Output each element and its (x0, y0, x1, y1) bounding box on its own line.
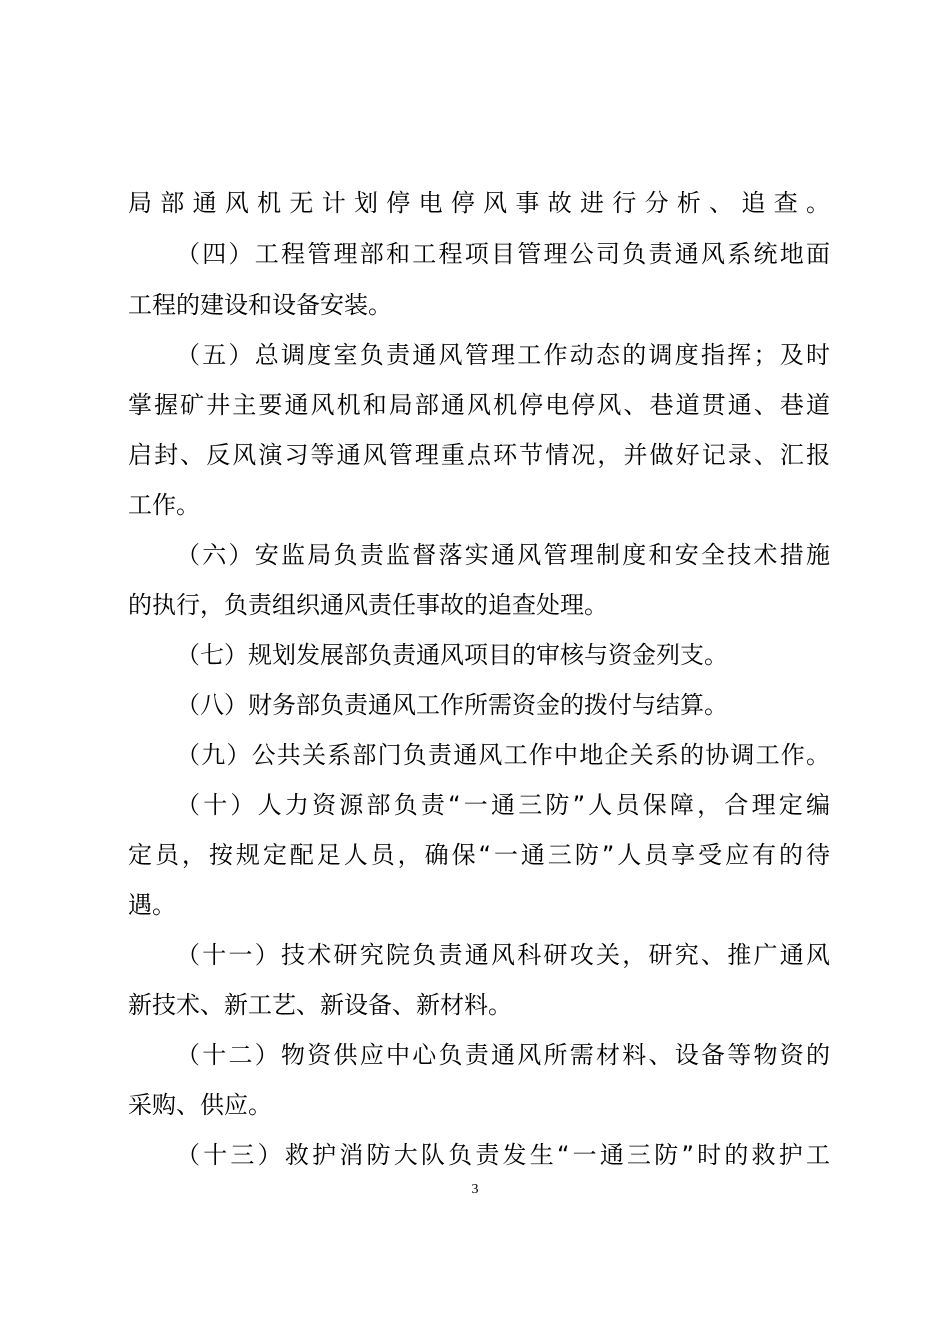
page-number: 3 (471, 1182, 479, 1197)
text-line: （九）公共关系部门负责通风工作中地企关系的协调工作。 (176, 741, 830, 769)
text-line: （十三）救护消防大队负责发生“一通三防”时的救护工 (176, 1141, 830, 1169)
text-line: （五）总调度室负责通风管理工作动态的调度指挥；及时 (176, 341, 830, 369)
text-line: （六）安监局负责监督落实通风管理制度和安全技术措施 (176, 541, 830, 569)
text-line: （十二）物资供应中心负责通风所需材料、设备等物资的 (176, 1041, 830, 1069)
text-line: （十）人力资源部负责“一通三防”人员保障，合理定编 (176, 791, 830, 819)
text-line: （十一）技术研究院负责通风科研攻关，研究、推广通风 (176, 941, 830, 969)
text-line: 定员，按规定配足人员，确保“一通三防”人员享受应有的待 (128, 841, 830, 869)
text-line: 局部通风机无计划停电停风事故进行分析、追查。 (128, 189, 830, 217)
text-line: 的执行，负责组织通风责任事故的追查处理。 (128, 591, 608, 619)
text-line: 采购、供应。 (128, 1091, 272, 1119)
text-line: 掌握矿井主要通风机和局部通风机停电停风、巷道贯通、巷道 (128, 391, 830, 419)
text-line: （八）财务部负责通风工作所需资金的拨付与结算。 (176, 691, 728, 719)
text-line: 工程的建设和设备安装。 (128, 291, 392, 319)
text-line: 遇。 (128, 891, 176, 919)
text-line: （四）工程管理部和工程项目管理公司负责通风系统地面 (176, 240, 830, 268)
text-line: 工作。 (128, 491, 200, 519)
text-line: 启封、反风演习等通风管理重点环节情况，并做好记录、汇报 (128, 441, 830, 469)
text-line: 新技术、新工艺、新设备、新材料。 (128, 991, 512, 1019)
text-line: （七）规划发展部负责通风项目的审核与资金列支。 (176, 641, 728, 669)
